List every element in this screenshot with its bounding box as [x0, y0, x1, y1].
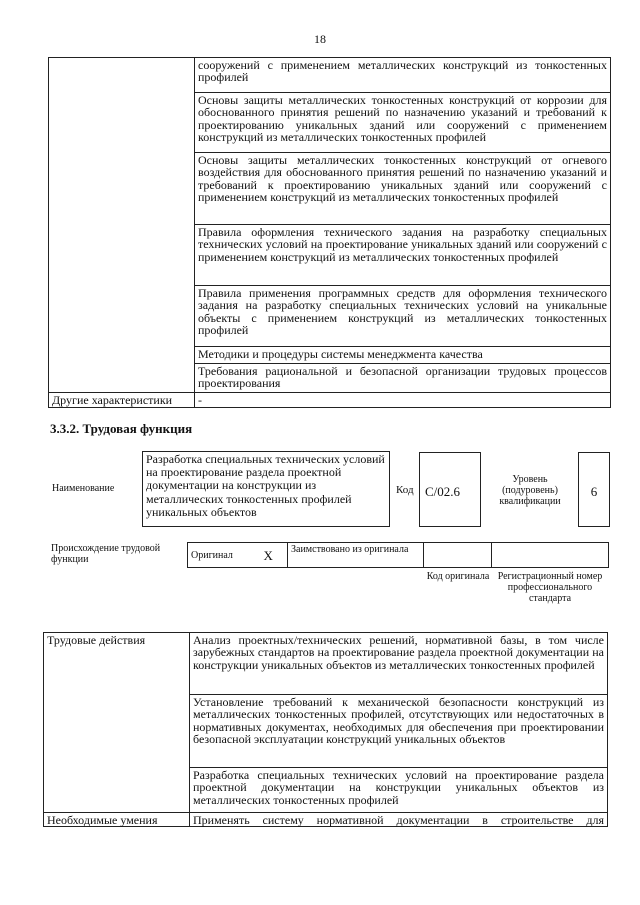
code-original-cell: [424, 543, 492, 568]
skill-item: Применять систему нормативной документации в строительстве для: [190, 813, 608, 827]
page-number: 18: [314, 32, 326, 46]
origin-table: [187, 542, 609, 568]
code-box: [419, 452, 481, 527]
original-mark: X: [250, 543, 288, 568]
knowledge-item: Основы защиты металлических тонкостенных конструкций от коррозии для обоснованного принятия решений по назначению указаний и требований к проектированию уникальных зданий или сооружений с применением конструкций из металлических тонкостенных профилей: [195, 93, 611, 153]
knowledge-table: [48, 57, 611, 408]
action-item: Установление требований к механической безопасности конструкций из металлических тонкостенных профилей, отсутствующих или недостаточных в нормативных документах, необходимых для обеспечения при проектировании безопасной эксплуатации конструкций уникальных объектов: [190, 695, 608, 768]
reg-number-cell: [492, 543, 609, 568]
knowledge-item: Основы защиты металлических тонкостенных конструкций от огневого воздействия для обоснованного принятия решений по назначению указаний и требований к проектированию уникальных зданий или сооружений с применением конструкций из металлических тонкостенных профилей: [195, 153, 611, 225]
code-label: Код: [396, 484, 414, 496]
knowledge-item: Требования рациональной и безопасной организации трудовых процессов проектирования: [195, 364, 611, 393]
knowledge-item: Правила оформления технического задания на разработку специальных технических условий на проектирование уникальных зданий или сооружений с применением конструкций из металлических тонкостенных профилей: [195, 225, 611, 286]
actions-label: Трудовые действия: [44, 633, 190, 813]
level-value: 6: [590, 484, 598, 499]
borrowed-label: Заимствовано из оригинала: [288, 543, 424, 568]
empty-left-cell: [49, 58, 195, 393]
code-original-caption: Код оригинала: [426, 571, 490, 582]
original-label: Оригинал: [188, 543, 250, 568]
origin-label: Происхождение трудовой функции: [51, 543, 161, 565]
level-box: [578, 452, 610, 527]
section-title: 3.3.2. Трудовая функция: [50, 421, 193, 436]
reg-number-caption: Регистрационный номер профессионального стандарта: [497, 571, 603, 604]
function-name-box: Разработка специальных технических условий на проектирование раздела проектной документации на конструкции из металлических тонкостенных профилей уникальных объектов: [142, 451, 390, 527]
knowledge-item: Правила применения программных средств для оформления технического задания на разработку специальных технических условий на уникальные объекты с применением конструкций из металлических тонкостенных профилей: [195, 286, 611, 347]
labor-actions-table: [43, 632, 608, 827]
code-value: С/02.6: [425, 484, 461, 499]
skills-label: Необходимые умения: [44, 813, 190, 827]
knowledge-item: сооружений с применением металлических конструкций из тонкостенных профилей: [195, 58, 611, 93]
action-item: Разработка специальных технических условий на проектирование раздела проектной документации на конструкции уникальных объектов из металлических тонкостенных профилей: [190, 768, 608, 813]
name-label: Наименование: [52, 483, 115, 494]
knowledge-item: Методики и процедуры системы менеджмента качества: [195, 347, 611, 364]
other-characteristics-value: -: [195, 393, 611, 408]
other-characteristics-label: Другие характеристики: [49, 393, 195, 408]
level-label: Уровень (подуровень) квалификации: [499, 474, 561, 507]
action-item: Анализ проектных/технических решений, нормативной базы, в том числе зарубежных стандартов на проектирование раздела проектной документации на конструкции уникальных объектов из металлических тонкостенных профилей: [190, 633, 608, 695]
